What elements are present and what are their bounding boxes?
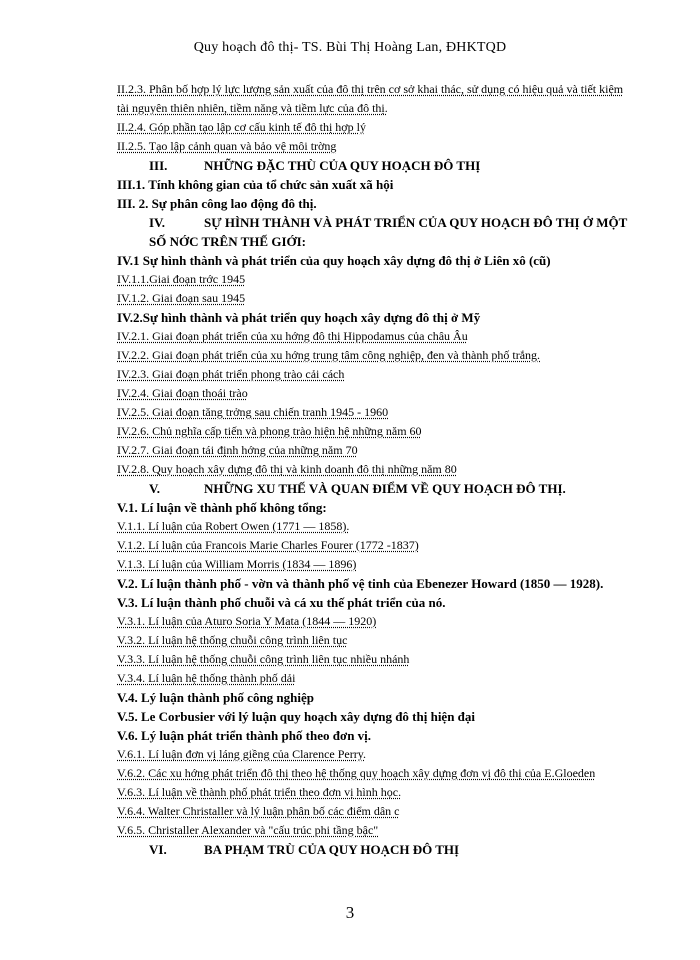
- toc-subheading: IV.1 Sự hình thành và phát triển của quy hoạch xây dựng đô thị ở Liên xô (cũ): [117, 253, 551, 268]
- section-title: BA PHẠM TRÙ CỦA QUY HOẠCH ĐÔ THỊ: [204, 842, 460, 857]
- toc-entry-link[interactable]: V.6.4. Walter Christaller và lý luận phân bố các điểm dân c: [117, 804, 400, 818]
- toc-entry-link[interactable]: IV.1.2. Giai đoạn sau 1945: [117, 291, 246, 305]
- toc-entry-link[interactable]: IV.2.6. Chủ nghĩa cấp tiến và phong trào hiện hệ những năm 60: [117, 424, 422, 438]
- toc-entry-link[interactable]: V.6.1. Lí luận đơn vị láng giềng của Clarence Perry.: [117, 747, 366, 761]
- toc-entry-link[interactable]: IV.2.7. Giai đoạn tái định hớng của những năm 70: [117, 443, 358, 457]
- toc-subheading: III. 2. Sự phân công lao động đô thị.: [117, 196, 317, 211]
- toc-entry-link[interactable]: V.3.2. Lí luận hệ thống chuỗi công trình liên tục: [117, 633, 348, 647]
- section-title: SỰ HÌNH THÀNH VÀ PHÁT TRIỂN CỦA QUY HOẠCH ĐÔ THỊ Ở MỘT SỐ NỚC TRÊN THẾ GIỚI:: [149, 215, 628, 249]
- page-header: Quy hoạch đô thị- TS. Bùi Thị Hoàng Lan, ĐHKTQD: [193, 40, 507, 55]
- toc-subheading: V.4. Lý luận thành phố công nghiệp: [117, 690, 315, 705]
- toc-section-heading: [117, 840, 637, 859]
- toc-section-heading: [117, 156, 637, 175]
- toc-entry-link[interactable]: II.2.4. Góp phần tạo lập cơ cấu kinh tế đô thị hợp lý: [117, 120, 366, 134]
- toc-entry-link[interactable]: V.3.4. Lí luận hệ thống thành phố dải: [117, 671, 296, 685]
- toc-subheading: V.6. Lý luận phát triển thành phố theo đơn vị.: [117, 728, 372, 743]
- toc-entry-link[interactable]: II.2.3. Phân bố hợp lý lực lượng sản xuất của đô thị trên cơ sở khai thác, sử dụng có hiệu quả và tiết kiệm tài nguyên thiên nhiên, tiềm năng và tiềm lực của đô thị.: [117, 82, 624, 115]
- toc-entry-link[interactable]: V.3.1. Lí luận của Aturo Soria Y Mata (1844 — 1920): [117, 614, 377, 628]
- toc-entry-link[interactable]: V.6.5. Christaller Alexander và "cấu trúc phi tầng bậc": [117, 823, 379, 837]
- toc-entry-link[interactable]: IV.1.1.Giai đoạn trớc 1945: [117, 272, 246, 286]
- section-title: NHỮNG XU THẾ VÀ QUAN ĐIỂM VỀ QUY HOẠCH ĐÔ THỊ.: [204, 481, 566, 496]
- section-number: IV.: [149, 215, 166, 230]
- toc-entry-link[interactable]: V.1.3. Lí luận của William Morris (1834 — 1896): [117, 557, 357, 571]
- toc-subheading: IV.2.Sự hình thành và phát triển quy hoạch xây dựng đô thị ở Mỹ: [117, 310, 481, 325]
- toc-entry-link[interactable]: IV.2.3. Giai đoạn phát triển phong trào cải cách: [117, 367, 345, 381]
- toc-entry-link[interactable]: V.6.3. Lí luận về thành phố phát triển theo đơn vị hình học.: [117, 785, 402, 799]
- toc-entry-link[interactable]: IV.2.2. Giai đoạn phát triển của xu hớng trung tâm công nghiệp, đen và thành phố trắng.: [117, 348, 541, 362]
- toc-entry-link[interactable]: II.2.5. Tạo lập cảnh quan và bảo vệ môi trờng: [117, 139, 337, 153]
- page-number: 3: [345, 903, 355, 922]
- section-number: III.: [149, 158, 168, 173]
- table-of-contents: [117, 80, 637, 859]
- section-number: VI.: [149, 842, 167, 857]
- toc-entry-link[interactable]: V.6.2. Các xu hớng phát triển đô thị theo hệ thống quy hoạch xây dựng đơn vị đô thị của E.Gloeden: [117, 766, 596, 780]
- toc-subheading: III.1. Tính không gian của tổ chức sản xuất xã hội: [117, 177, 394, 192]
- toc-entry-link[interactable]: IV.2.5. Giai đoạn tăng trởng sau chiến tranh 1945 - 1960: [117, 405, 389, 419]
- toc-subheading: V.5. Le Corbusier với lý luận quy hoạch xây dựng đô thị hiện đại: [117, 709, 476, 724]
- section-title: NHỮNG ĐẶC THÙ CỦA QUY HOẠCH ĐÔ THỊ: [204, 158, 481, 173]
- toc-subheading: V.3. Lí luận thành phố chuỗi và cá xu thế phát triển của nó.: [117, 595, 446, 610]
- toc-section-heading: [117, 479, 637, 498]
- toc-entry-link[interactable]: IV.2.8. Quy hoạch xây dựng đô thị và kinh doanh đô thị những năm 80: [117, 462, 457, 476]
- toc-subheading: V.2. Lí luận thành phố - vờn và thành phố vệ tinh của Ebenezer Howard (1850 — 1928).: [117, 576, 604, 591]
- toc-entry-link[interactable]: V.3.3. Lí luận hệ thống chuỗi công trình liên tục nhiều nhánh: [117, 652, 410, 666]
- toc-entry-link[interactable]: IV.2.1. Giai đoạn phát triển của xu hớng đô thị Hippodamus của châu Âu: [117, 329, 468, 343]
- section-number: V.: [149, 481, 160, 496]
- toc-entry-link[interactable]: V.1.1. Lí luận của Robert Owen (1771 — 1858).: [117, 519, 350, 533]
- toc-entry-link[interactable]: IV.2.4. Giai đoạn thoái trào: [117, 386, 248, 400]
- toc-section-heading: [117, 213, 637, 251]
- toc-entry-link[interactable]: V.1.2. Lí luận của Francois Marie Charles Fourer (1772 -1837): [117, 538, 419, 552]
- toc-subheading: V.1. Lí luận về thành phố không tổng:: [117, 500, 327, 515]
